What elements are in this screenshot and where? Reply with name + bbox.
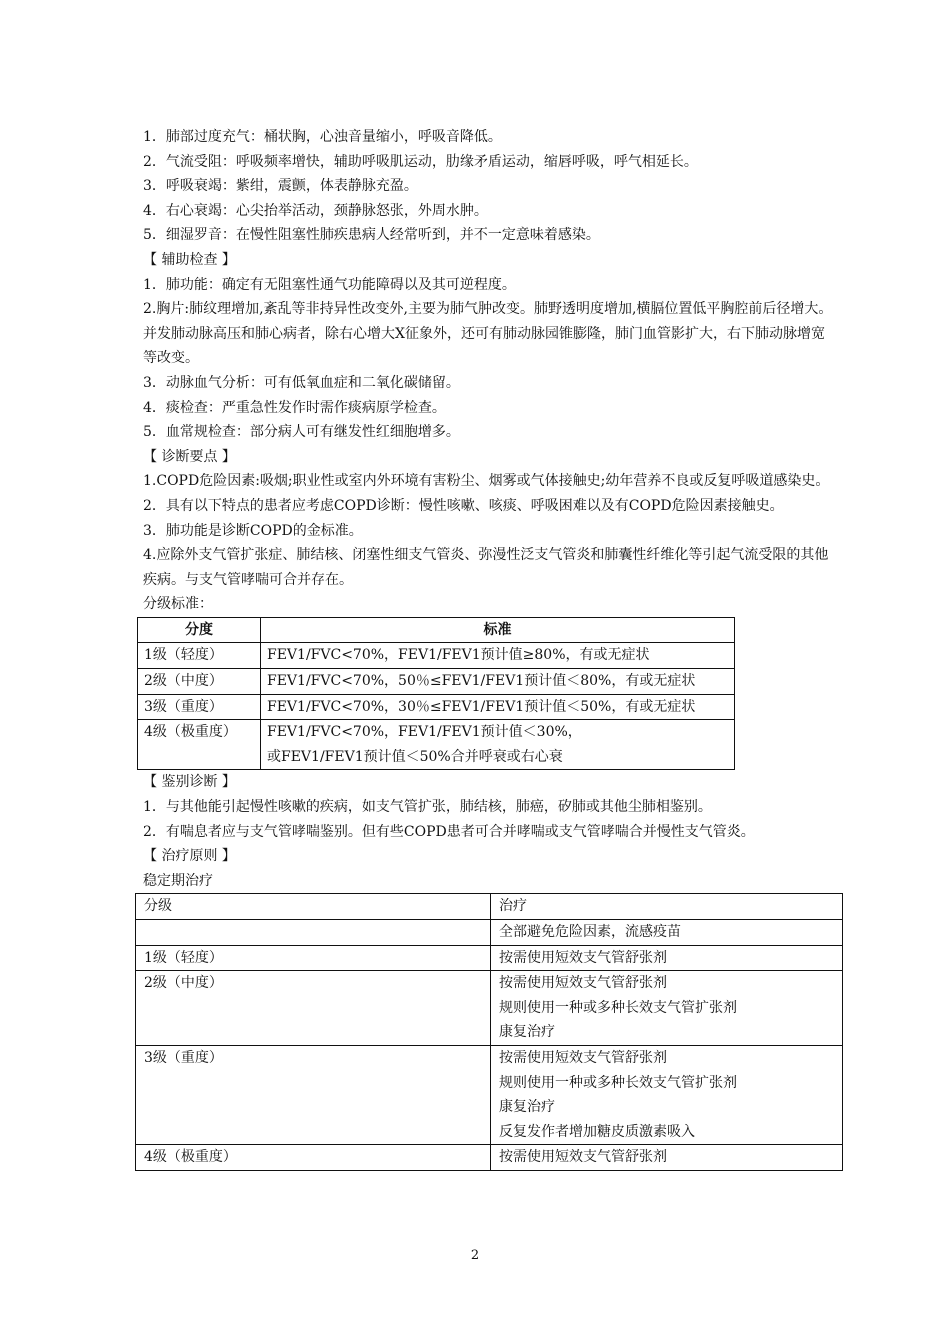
sign-item: 5．细湿罗音：在慢性阻塞性肺疾患病人经常听到，并不一定意味着感染。 xyxy=(143,227,600,244)
sign-item: 3．呼吸衰竭：紫绀，震颤，体表静脉充盈。 xyxy=(143,178,418,195)
table-row xyxy=(136,920,843,946)
diagnosis-heading: 【 诊断要点 】 xyxy=(143,448,236,465)
table-row xyxy=(136,945,843,971)
sign-item: 1．肺部过度充气：桶状胸，心浊音量缩小，呼吸音降低。 xyxy=(143,129,502,145)
grade-cell: 2级（中度） xyxy=(138,669,261,695)
criteria-line: FEV1/FVC<70%，FEV1/FEV1预计值≥80%，有或无症状 xyxy=(267,647,650,664)
aux-exam-item: 5．血常规检查：部分病人可有继发性红细胞增多。 xyxy=(143,424,460,441)
grading-section xyxy=(143,592,843,770)
treatment-cell xyxy=(491,945,843,971)
treatment-cell xyxy=(491,971,843,1046)
table-row xyxy=(136,971,843,1046)
table-row xyxy=(136,1045,843,1144)
treatment-line: 按需使用短效支气管舒张剂 xyxy=(499,1149,667,1166)
treatment-cell xyxy=(491,920,843,946)
sign-item: 4．右心衰竭：心尖抬举活动，颈静脉怒张，外周水肿。 xyxy=(143,202,488,219)
aux-exam-item: 3．动脉血气分析：可有低氧血症和二氧化碳储留。 xyxy=(143,374,460,391)
page-number: 2 xyxy=(470,1248,480,1263)
differential-section xyxy=(143,770,843,844)
treatment-cell xyxy=(491,1045,843,1144)
table-row xyxy=(138,720,735,770)
table-row xyxy=(136,1145,843,1171)
aux-exam-item: 2.胸片:肺纹理增加,紊乱等非持异性改变外,主要为肺气肿改变。肺野透明度增加,横膈位置低平胸腔前后径增大。并发肺动脉高压和肺心病者，除右心增大X征象外，还可有肺动脉园锥膨隆，肺门血管影扩大，右下肺动脉增宽等改变。 xyxy=(143,301,833,367)
differential-item: 2．有喘息者应与支气管哮喘鉴别。但有些COPD患者可合并哮喘或支气管哮喘合并慢性支气管炎。 xyxy=(143,823,755,840)
column-header-grade: 分级 xyxy=(136,894,491,920)
criteria-cell xyxy=(261,720,735,770)
grade-cell xyxy=(136,920,491,946)
criteria-cell xyxy=(261,694,735,720)
column-header-criteria: 标准 xyxy=(261,617,735,643)
grade-cell: 4级（极重度） xyxy=(136,1145,491,1171)
page-content xyxy=(143,125,843,1171)
treatment-line: 按需使用短效支气管舒张剂 xyxy=(499,1049,667,1066)
grade-cell: 1级（轻度） xyxy=(138,643,261,669)
grading-title: 分级标准： xyxy=(143,596,213,613)
treatment-table xyxy=(135,893,843,1171)
treatment-line: 按需使用短效支气管舒张剂 xyxy=(499,975,667,992)
aux-exam-item: 4．痰检查：严重急性发作时需作痰病原学检查。 xyxy=(143,399,446,416)
diagnosis-item: 1.COPD危险因素:吸烟;职业性或室内外环境有害粉尘、烟雾或气体接触史;幼年营养不良或反复呼吸道感染史。 xyxy=(143,473,830,490)
aux-exam-item: 1．肺功能：确定有无阻塞性通气功能障碍以及其可逆程度。 xyxy=(143,276,516,293)
criteria-cell xyxy=(261,669,735,695)
diagnosis-item: 2．具有以下特点的患者应考虑COPD诊断：慢性咳嗽、咳痰、呼吸困难以及有COPD危险因素接触史。 xyxy=(143,497,784,514)
criteria-line: FEV1/FVC<70%，30％≤FEV1/FEV1预计值＜50%，有或无症状 xyxy=(267,698,696,715)
treatment-line: 规则使用一种或多种长效支气管扩张剂 xyxy=(499,999,737,1016)
treatment-subtitle: 稳定期治疗 xyxy=(143,872,213,889)
table-header-row xyxy=(138,617,735,643)
signs-list xyxy=(143,125,843,248)
treatment-line: 规则使用一种或多种长效支气管扩张剂 xyxy=(499,1074,737,1091)
treatment-line: 反复发作者增加糖皮质激素吸入 xyxy=(499,1123,695,1140)
criteria-line: 或FEV1/FEV1预计值＜50%合并呼衰或右心衰 xyxy=(267,748,563,765)
grade-cell: 3级（重度） xyxy=(136,1045,491,1144)
table-row xyxy=(138,643,735,669)
criteria-line: FEV1/FVC<70%，FEV1/FEV1预计值＜30%， xyxy=(267,724,582,741)
grade-cell: 3级（重度） xyxy=(138,694,261,720)
criteria-cell xyxy=(261,643,735,669)
diagnosis-item: 3．肺功能是诊断COPD的金标准。 xyxy=(143,522,363,539)
diagnosis-item: 4.应除外支气管扩张症、肺结核、闭塞性细支气管炎、弥漫性泛支气管炎和肺囊性纤维化等引起气流受限的其他疾病。与支气管哮喘可合并存在。 xyxy=(143,547,829,588)
column-header-grade: 分度 xyxy=(138,617,261,643)
table-header-row xyxy=(136,894,843,920)
treatment-line: 按需使用短效支气管舒张剂 xyxy=(499,949,667,966)
treatment-heading: 【 治疗原则 】 xyxy=(143,848,236,865)
column-header-treatment: 治疗 xyxy=(491,894,843,920)
treatment-line: 康复治疗 xyxy=(499,1024,555,1041)
treatment-section xyxy=(143,844,843,1171)
grade-cell: 1级（轻度） xyxy=(136,945,491,971)
grade-cell: 2级（中度） xyxy=(136,971,491,1046)
differential-item: 1．与其他能引起慢性咳嗽的疾病，如支气管扩张，肺结核，肺癌，矽肺或其他尘肺相鉴别。 xyxy=(143,799,712,816)
criteria-line: FEV1/FVC<70%，50％≤FEV1/FEV1预计值＜80%，有或无症状 xyxy=(267,673,696,690)
aux-exam-heading: 【 辅助检查 】 xyxy=(143,251,236,268)
differential-heading: 【 鉴别诊断 】 xyxy=(143,774,236,791)
aux-exam-section xyxy=(143,248,843,445)
table-row xyxy=(138,669,735,695)
sign-item: 2．气流受阻：呼吸频率增快，辅助呼吸肌运动，肋缘矛盾运动，缩唇呼吸，呼气相延长。 xyxy=(143,153,698,170)
grade-cell: 4级（极重度） xyxy=(138,720,261,770)
table-row xyxy=(138,694,735,720)
treatment-line: 全部避免危险因素，流感疫苗 xyxy=(499,924,681,940)
treatment-line: 康复治疗 xyxy=(499,1099,555,1116)
grading-table xyxy=(137,617,735,771)
diagnosis-section xyxy=(143,445,843,593)
treatment-cell xyxy=(491,1145,843,1171)
